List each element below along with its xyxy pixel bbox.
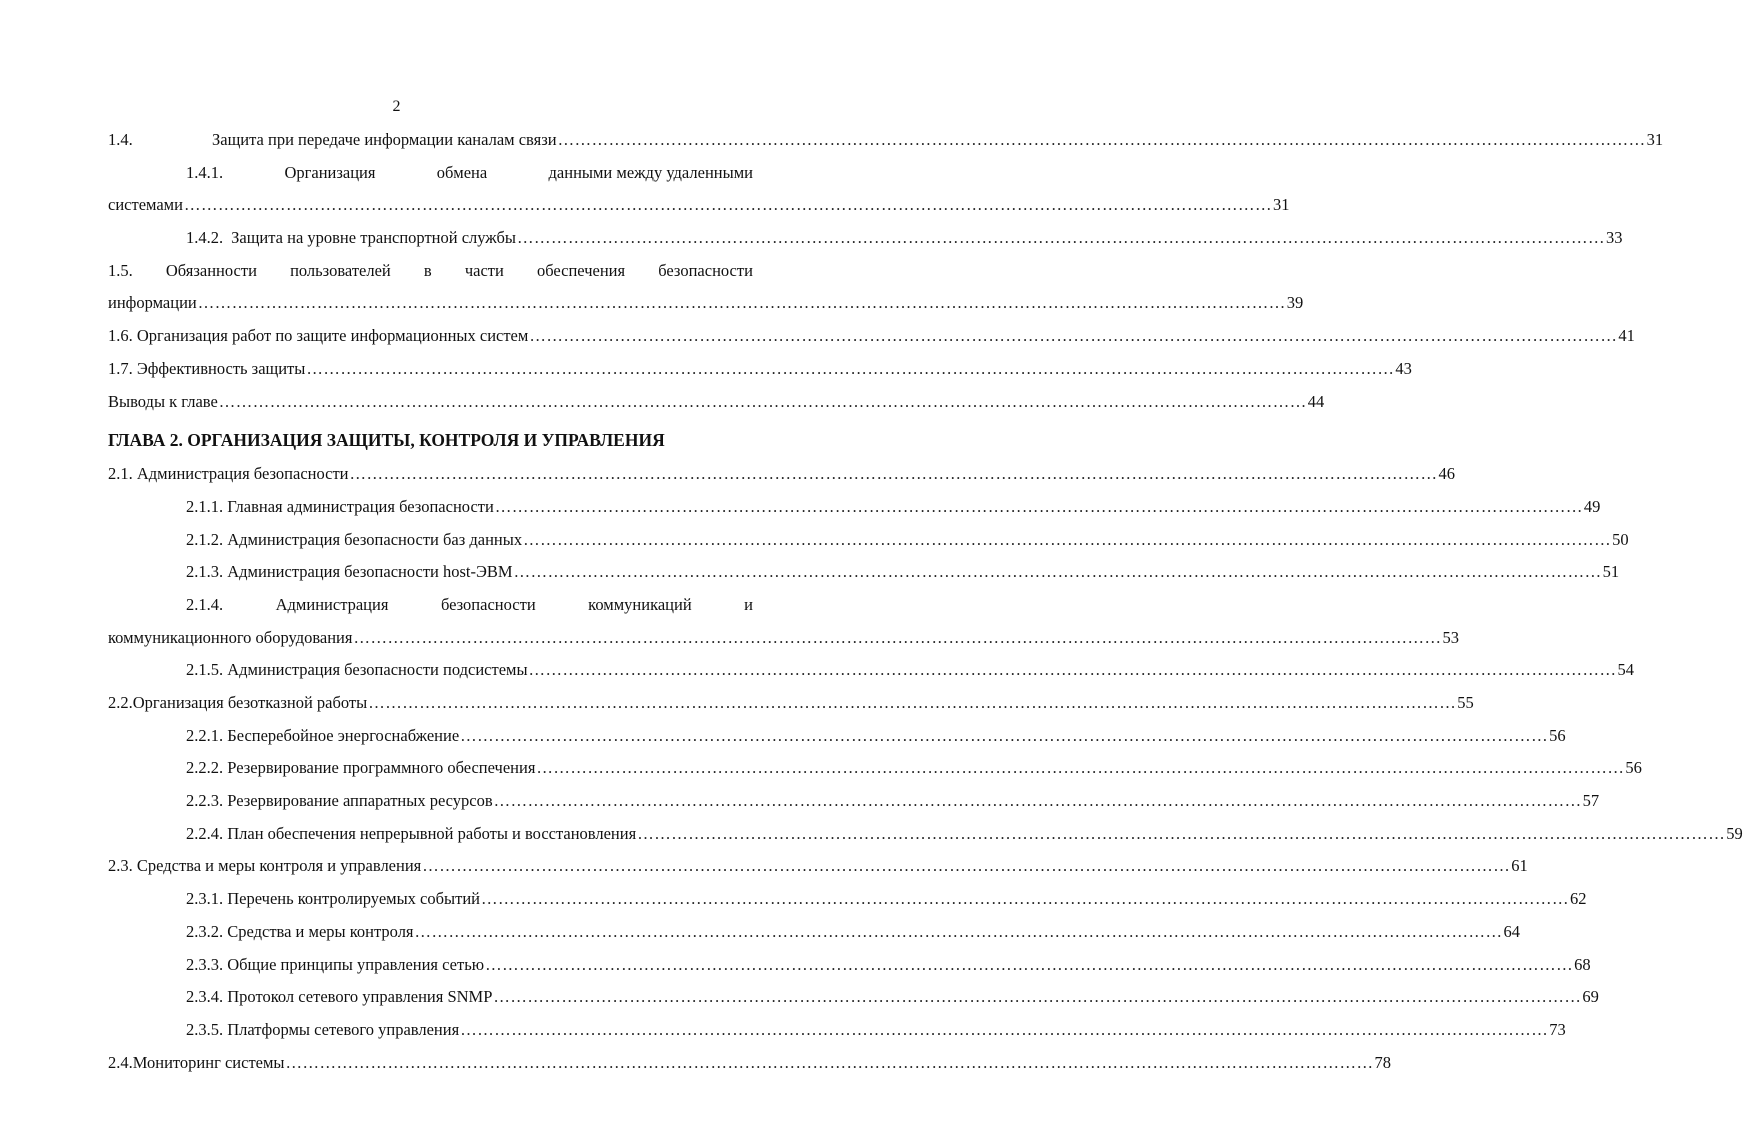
toc-entry-title: 2.2.2. Резервирование программного обеспечения (186, 758, 536, 778)
toc-entry-title-word: Обязанности (165, 260, 257, 280)
toc-page-number: 56 (1549, 725, 1566, 745)
toc-entry-title: 2.1.1. Главная администрация безопасности (186, 496, 494, 516)
dot-leader: ………………………………………………………………………………………………………………………………………………………………………… (306, 358, 1395, 378)
toc-page-number: 62 (1570, 889, 1587, 909)
toc-entry (108, 386, 1325, 419)
toc-page-number: 57 (1582, 791, 1600, 811)
toc-entry (108, 818, 1743, 851)
toc-page-number: 56 (1625, 758, 1642, 778)
toc-entry (108, 524, 1629, 557)
toc-entry (108, 157, 753, 190)
toc-entry-title: 2.3. Средства и меры контроля и управления (108, 856, 422, 876)
toc-page-number: 33 (1605, 228, 1623, 248)
dot-leader: ………………………………………………………………………………………………………………………………………………………………………… (513, 562, 1602, 582)
dot-leader: ………………………………………………………………………………………………………………………………………………………………………… (485, 954, 1574, 974)
toc-entry (108, 850, 1528, 883)
toc-entry-title: системами (108, 195, 183, 215)
dot-leader: ………………………………………………………………………………………………………………………………………………………………………… (460, 1019, 1549, 1039)
toc-entry-title: Защита на уровне транспортной службы (231, 228, 516, 248)
toc-entry-title-word: Администрация (275, 594, 389, 614)
toc-page-number: 44 (1307, 391, 1325, 411)
toc-entry-title: 2.3.2. Средства и меры контроля (186, 921, 414, 941)
toc-entry (108, 458, 1456, 491)
toc-entry-title: 2.1.3. Администрация безопасности host-ЭВМ (186, 562, 513, 582)
dot-leader: ………………………………………………………………………………………………………………………………………………………………………… (493, 791, 1582, 811)
toc-entry-title: 1.7. Эффективность защиты (108, 358, 306, 378)
toc-entry-continuation (108, 287, 1304, 320)
dot-leader: ………………………………………………………………………………………………………………………………………………………………………… (349, 464, 1438, 484)
toc-page-number: 43 (1395, 358, 1412, 378)
toc-entry-title: 1.6. Организация работ по защите информационных систем (108, 326, 529, 346)
toc-page-number: 50 (1612, 529, 1629, 549)
toc-entry-title: 2.1.2. Администрация безопасности баз данных (186, 529, 523, 549)
toc-entry (108, 491, 1601, 524)
dot-leader: ………………………………………………………………………………………………………………………………………………………………………… (536, 758, 1625, 778)
toc-entry-title-word: безопасности (440, 594, 536, 614)
toc-entry-title: коммуникационного оборудования (108, 627, 353, 647)
toc-entry-title: 2.2.3. Резервирование аппаратных ресурсов (186, 791, 493, 811)
toc-page-number: 55 (1457, 693, 1474, 712)
toc-entry (108, 589, 753, 622)
toc-entry-title: Защита при передаче информации каналам связи (212, 130, 557, 149)
dot-leader: ………………………………………………………………………………………………………………………………………………………………………… (285, 1052, 1374, 1072)
toc-page-number: 54 (1617, 660, 1635, 680)
toc-page-number: 64 (1503, 921, 1521, 941)
toc-entry (108, 981, 1599, 1014)
dot-leader: ………………………………………………………………………………………………………………………………………………………………………… (528, 660, 1617, 680)
chapter-heading: ГЛАВА 2. ОРГАНИЗАЦИЯ ЗАЩИТЫ, КОНТРОЛЯ И УПРАВЛЕНИЯ (108, 430, 665, 451)
toc-page-number: 41 (1618, 326, 1635, 346)
toc-entry-title-word: части (464, 260, 504, 280)
dot-leader: ………………………………………………………………………………………………………………………………………………………………………… (353, 627, 1442, 647)
toc-entry-title: 2.4.Мониторинг системы (108, 1052, 285, 1072)
dot-leader: ………………………………………………………………………………………………………………………………………………………………………… (494, 496, 1583, 516)
toc-entry-title: 2.3.4. Протокол сетевого управления SNMP (186, 987, 493, 1007)
toc-entry-title: 2.2.1. Бесперебойное энергоснабжение (186, 725, 460, 745)
toc-page-number: 31 (1272, 195, 1290, 215)
dot-leader: ………………………………………………………………………………………………………………………………………………………………………… (183, 195, 1272, 215)
toc-entry (108, 752, 1642, 785)
dot-leader: ………………………………………………………………………………………………………………………………………………………………………… (460, 725, 1549, 745)
dot-leader: ………………………………………………………………………………………………………………………………………………………………………… (529, 326, 1618, 346)
toc-entry-title: 2.1. Администрация безопасности (108, 464, 349, 484)
dot-leader: ………………………………………………………………………………………………………………………………………………………………………… (414, 921, 1503, 941)
toc-entry-continuation (108, 189, 1290, 222)
toc-entry (108, 785, 1600, 818)
toc-entry-title: информации (108, 293, 197, 313)
toc-entry-title-word: пользователей (290, 260, 391, 280)
toc-entry (108, 916, 1521, 949)
dot-leader: ………………………………………………………………………………………………………………………………………………………………………… (516, 228, 1605, 248)
toc-entry (108, 255, 753, 288)
dot-leader: ………………………………………………………………………………………………………………………………………………………………………… (557, 130, 1646, 149)
toc-page-number: 49 (1583, 496, 1601, 516)
toc-entry (108, 883, 1587, 916)
toc-entry-title: 2.3.3. Общие принципы управления сетью (186, 954, 485, 974)
dot-leader: ………………………………………………………………………………………………………………………………………………………………………… (493, 987, 1582, 1007)
toc-entry (108, 556, 1620, 589)
toc-entry (108, 1014, 1566, 1047)
dot-leader: ………………………………………………………………………………………………………………………………………………………………………… (197, 293, 1286, 313)
toc-entry (108, 1047, 1392, 1080)
toc-entry-number: 1.4.1. (186, 162, 224, 182)
toc-entry (108, 720, 1566, 753)
toc-page-number: 53 (1442, 627, 1459, 647)
toc-page-number: 31 (1646, 130, 1664, 149)
toc-entry-title: 2.2.4. План обеспечения непрерывной работы и восстановления (186, 823, 637, 843)
dot-leader: ………………………………………………………………………………………………………………………………………………………………………… (637, 823, 1726, 843)
toc-page-number: 78 (1374, 1052, 1392, 1072)
toc-page-number: 39 (1286, 293, 1304, 313)
toc-entry (108, 353, 1412, 386)
toc-entry-continuation (108, 622, 1459, 655)
toc-entry-title: Выводы к главе (108, 391, 218, 411)
dot-leader: ………………………………………………………………………………………………………………………………………………………………………… (481, 889, 1569, 909)
dot-leader: ………………………………………………………………………………………………………………………………………………………………………… (368, 693, 1457, 712)
toc-entry-title-word: Организация (284, 162, 376, 182)
toc-entry (108, 654, 1635, 687)
toc-entry-title: 2.3.1. Перечень контролируемых событий (186, 889, 480, 909)
toc-entry-title-word: данными между удаленными (548, 162, 753, 182)
toc-entry (108, 222, 1623, 255)
toc-entry-number: 1.4.2. (186, 228, 224, 248)
page-number: 2 (392, 98, 401, 115)
toc-page-number: 61 (1511, 856, 1528, 876)
toc-page-number: 69 (1582, 987, 1599, 1007)
toc-entry-title-word: 2.1.4. (186, 594, 224, 614)
table-of-contents (108, 124, 1743, 1079)
toc-entry (108, 124, 1664, 157)
toc-entry-number: 1.5. (108, 260, 133, 280)
toc-entry-title: 2.3.5. Платформы сетевого управления (186, 1019, 460, 1039)
toc-entry-title: 2.2.Организация безотказной работы (108, 693, 368, 712)
toc-entry-title-word: обеспечения (536, 260, 626, 280)
toc-page-number: 51 (1602, 562, 1620, 582)
toc-page-number: 68 (1574, 954, 1591, 974)
dot-leader: ………………………………………………………………………………………………………………………………………………………………………… (422, 856, 1511, 876)
toc-page-number: 59 (1726, 823, 1743, 843)
toc-entry-title-word: и (744, 594, 753, 614)
toc-page-number: 46 (1438, 464, 1456, 484)
toc-entry (108, 687, 1474, 720)
dot-leader: ………………………………………………………………………………………………………………………………………………………………………… (218, 391, 1307, 411)
toc-entry-title-word: обмена (436, 162, 488, 182)
dot-leader: ………………………………………………………………………………………………………………………………………………………………………… (523, 529, 1612, 549)
toc-entry (108, 949, 1591, 982)
toc-entry-title-word: безопасности (658, 260, 753, 280)
toc-entry (108, 320, 1635, 353)
toc-entry-title: 2.1.5. Администрация безопасности подсистемы (186, 660, 528, 680)
toc-entry-title-word: коммуникаций (588, 594, 692, 614)
toc-entry-number: 1.4. (108, 130, 133, 149)
toc-page-number: 73 (1549, 1019, 1566, 1039)
toc-entry-title-word: в (423, 260, 432, 280)
